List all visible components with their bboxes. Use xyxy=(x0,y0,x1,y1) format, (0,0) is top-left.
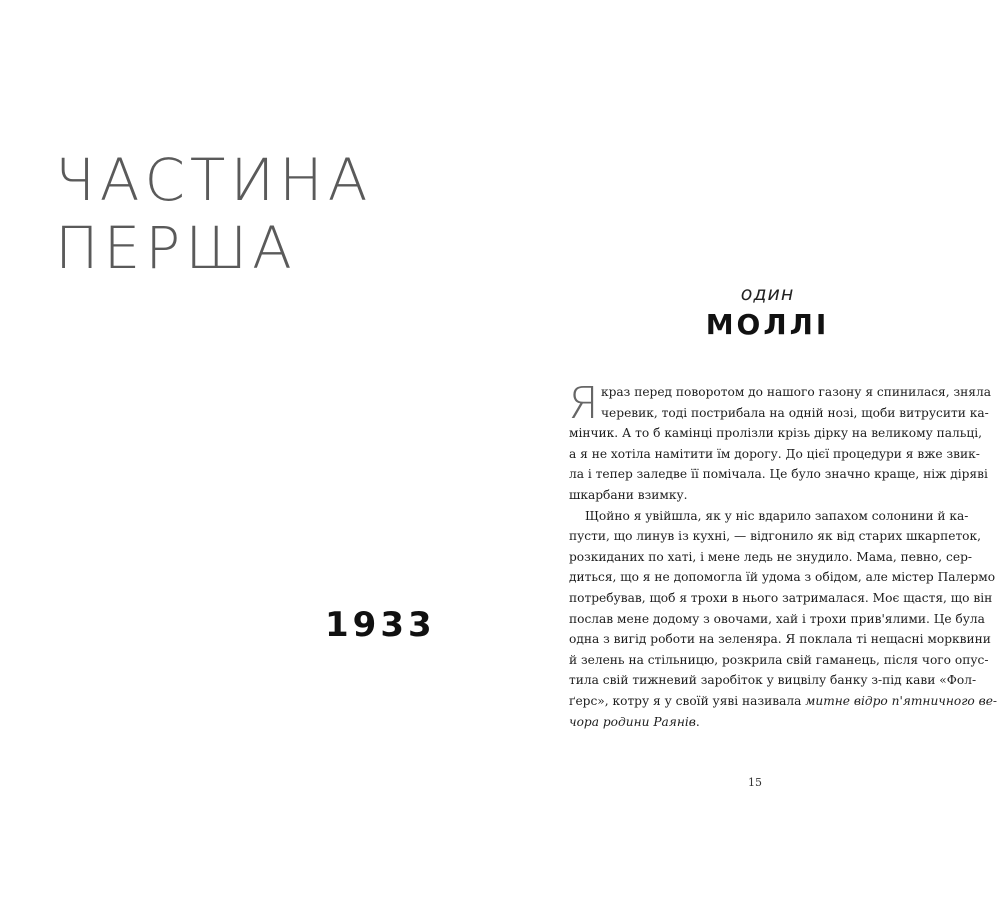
text-line xyxy=(569,691,998,712)
text-line xyxy=(569,485,951,506)
text-line-content: одна з вигід роботи на зеленяра. Я поклала ті нещасні морквини xyxy=(569,632,991,647)
part-title-line-1: ЧАСТИНА xyxy=(55,146,373,214)
chapter-number: один xyxy=(740,283,795,305)
text-line xyxy=(569,712,951,733)
text-line-content: ґерс», котру я у своїй уяві називала xyxy=(569,693,802,708)
right-page xyxy=(500,0,1000,907)
text-line-content: шкарбани взимку. xyxy=(569,487,688,502)
text-line xyxy=(569,567,996,588)
text-line xyxy=(569,629,991,650)
text-line xyxy=(569,526,982,547)
text-line xyxy=(569,403,989,424)
text-line-content: черевик, тоді пострибала на одній нозі, щоби витрусити ка- xyxy=(601,405,989,420)
text-line xyxy=(569,444,980,465)
chapter-title: МОЛЛІ xyxy=(705,308,830,341)
part-title-line-2: ПЕРША xyxy=(55,214,297,282)
text-line xyxy=(569,423,982,444)
text-line xyxy=(569,650,989,671)
text-line xyxy=(569,506,969,527)
text-line-content: тила свій тижневий заробіток у вицвілу банку з-під кави «Фол- xyxy=(569,673,977,688)
text-line-content: мінчик. А то б камінці пролізли крізь дірку на великому пальці, xyxy=(569,426,982,441)
drop-cap: Я xyxy=(568,378,599,429)
text-line-content: потребував, щоб я трохи в нього затрималася. Моє щастя, що він xyxy=(569,590,993,605)
text-line-content: послав мене додому з овочами, хай і трохи прив'ялими. Це була xyxy=(569,611,985,626)
text-line-content: диться, що я не допомогла їй удома з обідом, але містер Палермо xyxy=(569,570,996,585)
text-line-content: краз перед поворотом до нашого газону я спинилася, зняла xyxy=(601,385,991,399)
text-line-content: розкиданих по хаті, і мене ледь не знудило. Мама, певно, сер- xyxy=(569,549,973,564)
text-line-italic: чора родини Раянів xyxy=(569,714,696,729)
text-line xyxy=(569,588,993,609)
text-line-italic: митне відро п'ятничного ве- xyxy=(805,693,998,708)
text-line-content: ла і тепер заледве її помічала. Це було значно краще, ніж діряві xyxy=(569,467,988,482)
text-line xyxy=(569,609,985,630)
part-year: 1933 xyxy=(325,605,436,645)
text-line xyxy=(569,547,973,568)
part-title xyxy=(55,146,372,282)
text-line-content: Щойно я увійшла, як у ніс вдарило запахом солонини й ка- xyxy=(585,508,969,523)
text-line-tail: . xyxy=(695,714,700,729)
text-line-content: а я не хотіла намітити їм дорогу. До цієї процедури я вже звик- xyxy=(569,446,980,461)
text-line xyxy=(569,382,991,403)
text-line xyxy=(569,464,988,485)
text-line xyxy=(569,670,977,691)
page-number: 15 xyxy=(748,776,762,789)
text-line-content: й зелень на стільницю, розкрила свій гаманець, після чого опус- xyxy=(569,652,989,667)
chapter-body-text xyxy=(568,378,998,732)
text-line-content: пусти, що линув із кухні, — відгонило як від старих шкарпеток, xyxy=(569,529,982,544)
